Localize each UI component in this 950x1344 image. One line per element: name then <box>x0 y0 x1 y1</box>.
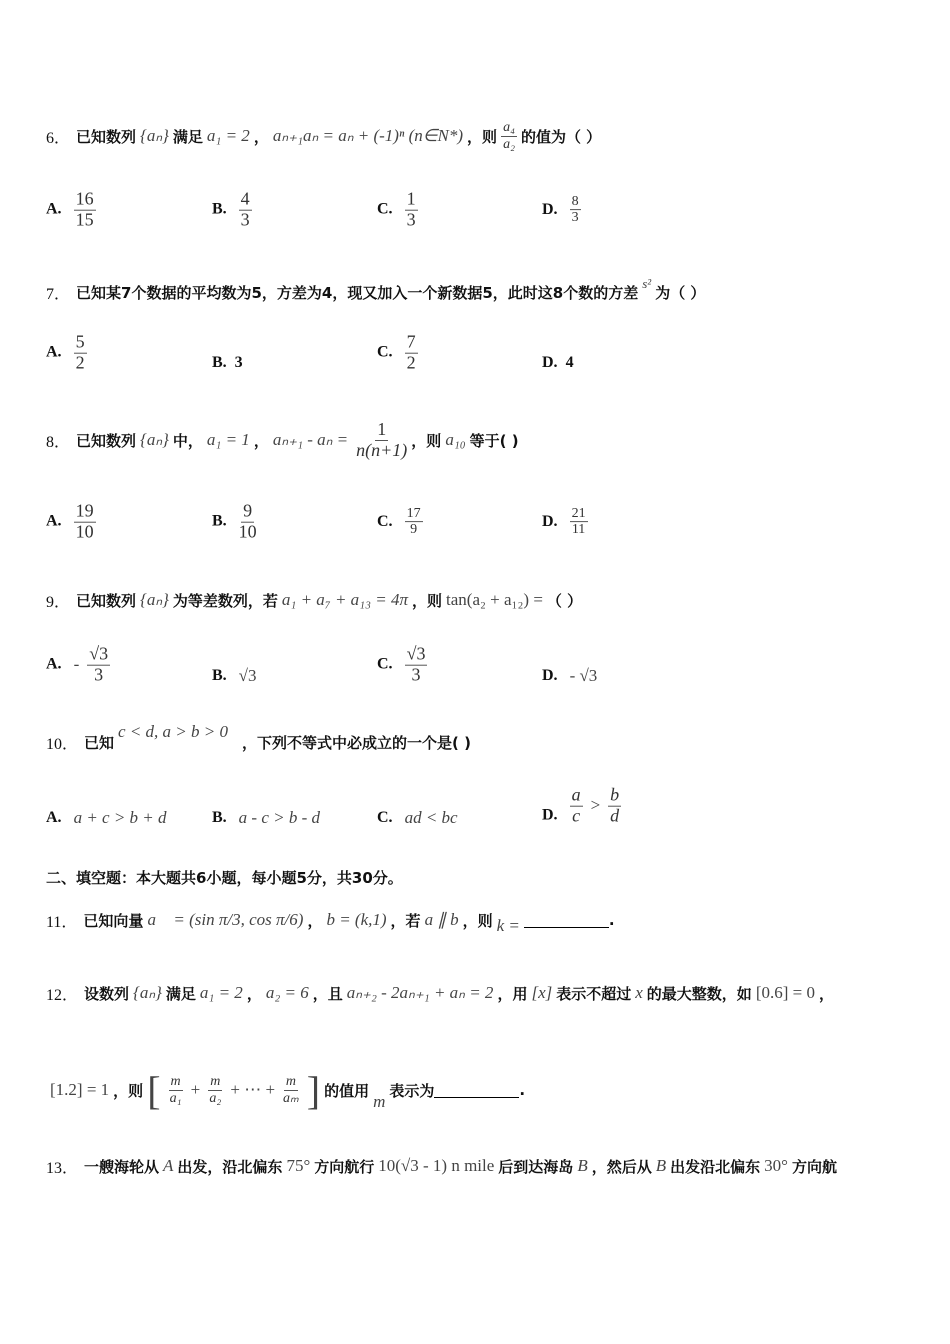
text: 已知向量 <box>83 911 144 930</box>
option-c: C. $\frac{1}{3}$ <box>377 188 416 230</box>
text: 的值为（ ） <box>520 127 602 146</box>
option-b: B. a - c > b - d <box>212 808 321 827</box>
text: ， <box>253 127 269 146</box>
text: ， <box>253 431 269 450</box>
math: a₁ = 1 <box>206 430 250 449</box>
question-8 <box>46 420 519 460</box>
option-a: A. $\frac{16}{15}$ <box>46 188 94 230</box>
option-c: C. $\frac{7}{2}$ <box>377 331 416 373</box>
text: ，则 <box>412 591 443 610</box>
text: 已知 <box>84 733 115 752</box>
question-7 <box>46 272 705 312</box>
option-a: A. a + c > b + d <box>46 808 167 827</box>
option-d: D. 4 <box>542 354 574 371</box>
question-6 <box>46 116 601 156</box>
math: a₂ = 6 <box>265 983 309 1002</box>
math: [1.2] = 1 <box>50 1080 110 1099</box>
fraction: $\frac{1}{n(n+1)}$ <box>356 418 408 460</box>
math: 30° <box>764 1156 788 1175</box>
math: k = <box>496 916 520 935</box>
math: 10(√3 - 1) n mile <box>378 1156 495 1175</box>
math: s² <box>642 276 652 291</box>
question-number: 8． <box>46 433 71 451</box>
option-b: B. 3 <box>212 354 243 371</box>
text: 等于( ) <box>469 431 519 450</box>
math: B <box>577 1156 588 1175</box>
question-12: 12． 设数列 {aₙ} 满足 a₁ = 2 ， a₂ = 6 ，且 aₙ₊₂ - 2aₙ₊₁ + aₙ = 2 ，用 [x] 表示不超过 x 的最大整数，如 [0.6] = 0 ， <box>46 983 834 1004</box>
math: c < d, a > b > 0 <box>118 722 228 741</box>
text: 满足 <box>172 127 203 146</box>
text: ，则 <box>411 431 442 450</box>
text: ，下列不等式中必成立的一个是( ) <box>242 733 471 752</box>
text: （ ） <box>546 591 583 610</box>
question-number: 11． <box>46 913 78 931</box>
math: 75° <box>286 1156 311 1175</box>
math: aₙ₊₁ - aₙ = <box>272 430 349 449</box>
math: m <box>373 1092 386 1111</box>
math: {aₙ} <box>140 590 169 609</box>
math: a₁ = 2 <box>199 983 243 1002</box>
math: {aₙ} <box>133 983 162 1002</box>
math: a₁ = 2 <box>206 126 250 145</box>
question-number: 12． <box>46 986 79 1004</box>
option-b: B. $\frac{9}{10}$ <box>212 500 257 542</box>
option-d: D. - √3 <box>542 666 598 685</box>
question-number: 13． <box>46 1159 79 1177</box>
math: [0.6] = 0 <box>755 983 815 1002</box>
answer-blank[interactable] <box>434 1083 519 1098</box>
option-d: D. $\frac{8}{3}$ <box>542 194 579 226</box>
text: 已知数列 <box>76 127 137 146</box>
question-number: 9． <box>46 593 71 611</box>
math: a ∥ b <box>424 910 459 929</box>
math: tan(a₂ + a₁₂) = <box>446 590 543 609</box>
question-13: 13． 一艘海轮从 A 出发，沿北偏东 75° 方向航行 10(√3 - 1) n mile 后到达海岛 B ，然后从 B 出发沿北偏东 30° 方向航 <box>46 1156 837 1177</box>
math: x <box>635 983 643 1002</box>
math: aₙ₊₁aₙ = aₙ + (-1)ⁿ (n∈N*) <box>272 126 464 145</box>
math: [x] <box>531 983 553 1002</box>
option-a: A. $\frac{5}{2}$ <box>46 331 85 373</box>
math: a⃗ = (sin π/3, cos π/6) <box>147 910 304 929</box>
section-heading: 二、填空题：本大题共6小题，每小题5分，共30分。 <box>46 868 403 887</box>
text: 已知某7个数据的平均数为5，方差为4，现又加入一个新数据5，此时这8个数的方差 <box>76 283 639 302</box>
text: 中， <box>172 431 203 450</box>
text: ， <box>307 911 323 930</box>
option-b: B. $\frac{4}{3}$ <box>212 188 250 230</box>
text: 为等差数列，若 <box>172 591 278 610</box>
option-d: D. $\frac{a}{c}$ > $\frac{b}{d}$ <box>542 784 620 826</box>
text: ，则 <box>462 911 493 930</box>
math: B <box>655 1156 667 1175</box>
math: aₙ₊₂ - 2aₙ₊₁ + aₙ = 2 <box>346 983 494 1002</box>
question-10 <box>46 722 471 762</box>
math: a₁₀ <box>445 430 466 449</box>
option-c: C. $\frac{√3}{3}$ <box>377 643 426 685</box>
option-d: D. $\frac{21}{11}$ <box>542 506 586 538</box>
fraction: $\frac{\text{a₄}}{\text{a₂}}$ <box>503 120 515 152</box>
question-9 <box>46 580 582 620</box>
text: 已知数列 <box>76 431 137 450</box>
math: a₁ + a₇ + a₁₃ = 4π <box>281 590 408 609</box>
option-a: A. - $\frac{√3}{3}$ <box>46 643 109 685</box>
option-a: A. $\frac{19}{10}$ <box>46 500 94 542</box>
question-number: 7． <box>46 285 71 303</box>
option-b: B. √3 <box>212 666 257 685</box>
math: {aₙ} <box>140 430 169 449</box>
math: A <box>163 1156 174 1175</box>
question-number: 6． <box>46 129 71 147</box>
math: {aₙ} <box>140 126 169 145</box>
question-11: 11． 已知向量 a⃗ = (sin π/3, cos π/6) ， b = (k,1) ，若 a ∥ b ，则 k = . <box>46 910 615 935</box>
question-number: 10． <box>46 735 79 753</box>
option-c: C. $\frac{17}{9}$ <box>377 506 421 538</box>
math: b = (k,1) <box>326 910 387 929</box>
text: ，则 <box>467 127 498 146</box>
text: ，若 <box>390 911 421 930</box>
text: 为（ ） <box>655 283 706 302</box>
option-c: C. ad < bc <box>377 808 458 827</box>
question-12-line-2: [1.2] = 1 ，则 [ $\frac{m}{\text{a₁}}$ + $\frac{m}{\text{a₂}}$ + ⋯ + $\frac{m}{\text{aₘ}}$ ] 的值用 m 表示为 . <box>50 1067 526 1113</box>
answer-blank[interactable] <box>524 913 609 928</box>
text: 已知数列 <box>76 591 137 610</box>
